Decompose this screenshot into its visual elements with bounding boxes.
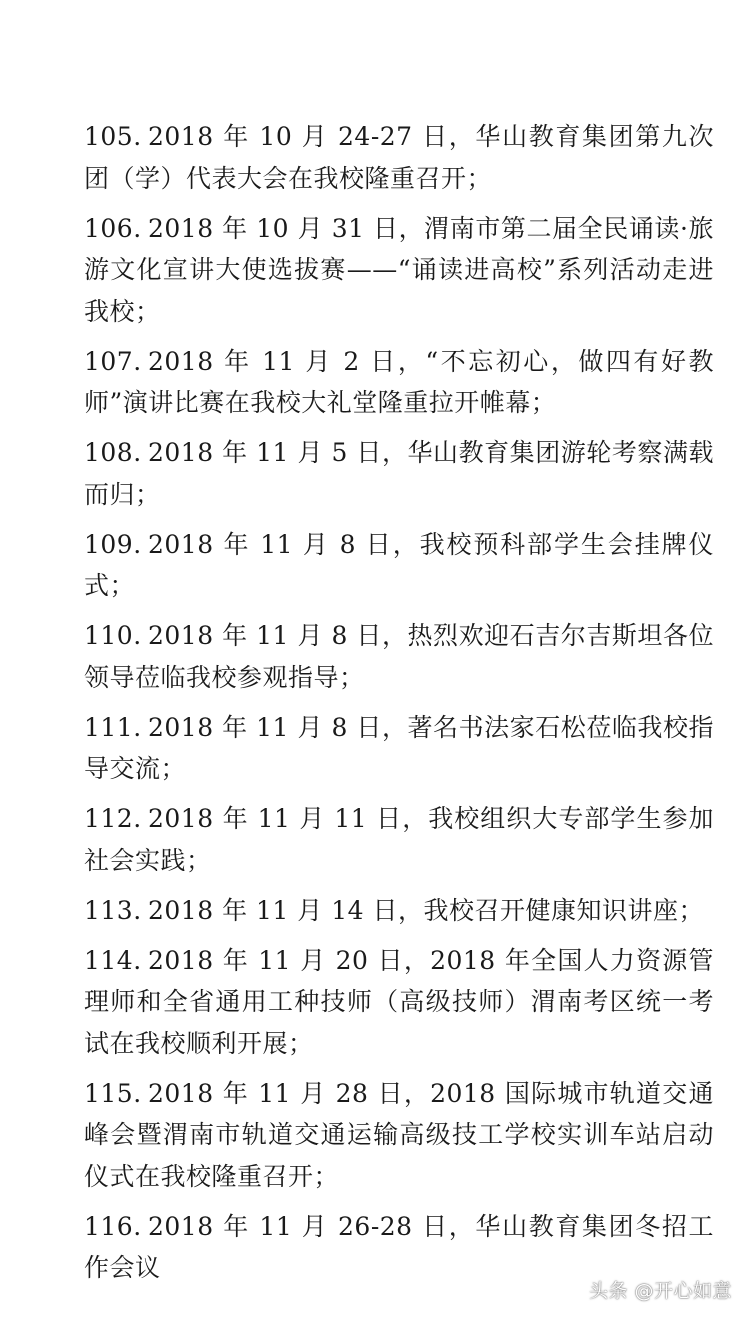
entry-115 bbox=[84, 1073, 714, 1198]
watermark: 头条 @开心如意 bbox=[588, 1280, 732, 1302]
entry-text: 2018 年 11 月 28 日，2018 国际城市轨道交通峰会暨渭南市轨道交通运输高级技工学校实训车站启动仪式在我校隆重召开； bbox=[84, 1078, 714, 1191]
entry-number: 116. bbox=[84, 1211, 142, 1241]
entry-text: 2018 年 11 月 5 日，华山教育集团游轮考察满载而归； bbox=[84, 438, 714, 509]
entry-text: 2018 年 11 月 8 日，著名书法家石松莅临我校指导交流； bbox=[84, 712, 714, 783]
entry-number: 115. bbox=[84, 1078, 142, 1108]
entry-number: 108. bbox=[84, 438, 142, 467]
entry-112 bbox=[84, 798, 714, 881]
entry-number: 111. bbox=[84, 712, 142, 742]
entry-114 bbox=[84, 940, 714, 1065]
entry-text: 2018 年 11 月 14 日，我校召开健康知识讲座； bbox=[148, 895, 704, 925]
entry-text: 2018 年 11 月 26-28 日，华山教育集团冬招工作会议 bbox=[84, 1211, 714, 1282]
entry-text: 2018 年 11 月 20 日，2018 年全国人力资源管理师和全省通用工种技师（高级技师）渭南考区统一考试在我校顺利开展； bbox=[84, 945, 714, 1058]
entry-text: 2018 年 10 月 31 日，渭南市第二届全民诵读·旅游文化宣讲大使选拔赛——“诵读进高校”系列活动走进我校； bbox=[84, 213, 714, 326]
entry-number: 110. bbox=[84, 621, 142, 650]
entry-number: 112. bbox=[84, 804, 142, 833]
entry-110 bbox=[84, 615, 714, 698]
entry-number: 105. bbox=[84, 122, 142, 151]
entry-107 bbox=[84, 341, 714, 424]
entry-108 bbox=[84, 432, 714, 515]
entry-number: 113. bbox=[84, 895, 142, 925]
entry-text: 2018 年 11 月 8 日，热烈欢迎石吉尔吉斯坦各位领导莅临我校参观指导； bbox=[84, 621, 714, 692]
entry-text: 2018 年 11 月 2 日，“不忘初心，做四有好教师”演讲比赛在我校大礼堂隆重拉开帷幕； bbox=[84, 346, 714, 417]
entry-number: 109. bbox=[84, 529, 142, 559]
entry-106 bbox=[84, 208, 714, 333]
entry-text: 2018 年 10 月 24-27 日，华山教育集团第九次团（学）代表大会在我校隆重召开； bbox=[84, 122, 714, 193]
entry-number: 106. bbox=[84, 213, 142, 243]
entry-number: 114. bbox=[84, 945, 142, 975]
entry-113 bbox=[84, 890, 714, 932]
entry-text: 2018 年 11 月 11 日，我校组织大专部学生参加社会实践； bbox=[84, 804, 714, 875]
entry-text: 2018 年 11 月 8 日，我校预科部学生会挂牌仪式； bbox=[84, 529, 714, 600]
entry-109 bbox=[84, 524, 714, 607]
entry-number: 107. bbox=[84, 346, 142, 376]
entry-105 bbox=[84, 116, 714, 199]
entry-111 bbox=[84, 707, 714, 790]
document-page bbox=[84, 116, 714, 1297]
